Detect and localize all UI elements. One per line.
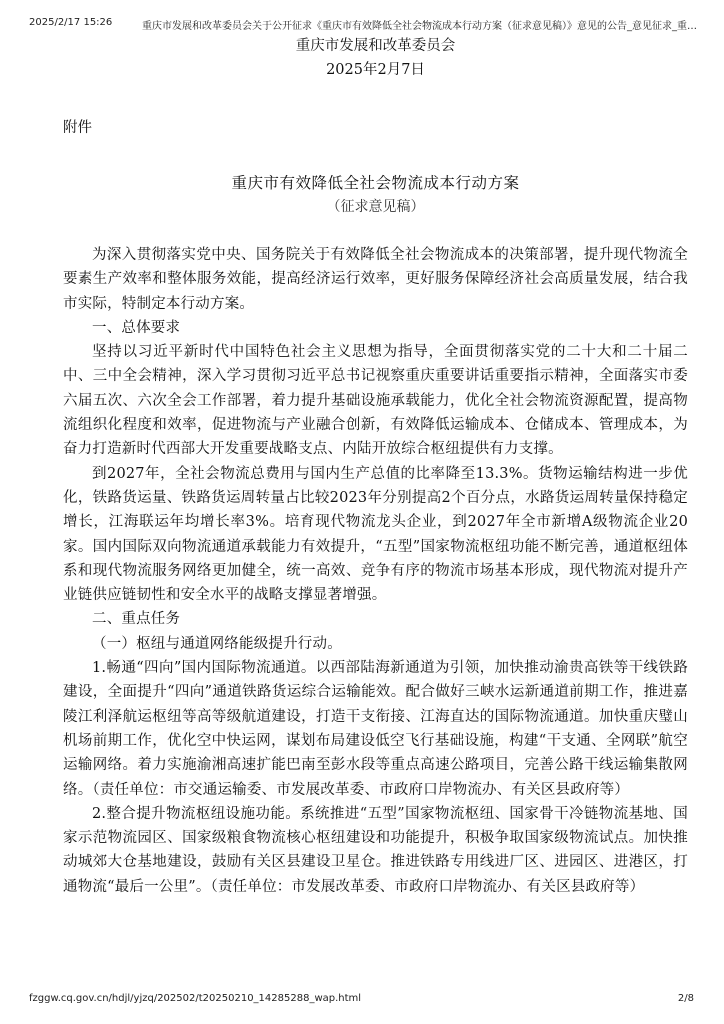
intro-paragraph: 为深入贯彻落实党中央、国务院关于有效降低全社会物流成本的决策部署，提升现代物流全要素生产效率和整体服务效能，提高经济运行效率，更好服务保障经济社会高质量发展，结合我市实际，特制定本行动方案。: [63, 247, 688, 312]
document-subtitle: （征求意见稿）: [326, 199, 425, 215]
print-timestamp: 2025/2/17 15:26: [29, 17, 113, 28]
section-heading: 二、重点任务: [92, 611, 181, 628]
subsection-heading: （一）枢纽与通道网络能级提升行动。: [92, 635, 342, 652]
print-page-title: 重庆市发展和改革委员会关于公开征求《重庆市有效降低全社会物流成本行动方案（征求意见稿）》意见的公告_意见征求_重…: [142, 21, 697, 32]
page-url: fzggw.cq.gov.cn/hdjl/yjzq/202502/t20250210_14285288_wap.html: [29, 993, 362, 1004]
document-content: [63, 34, 688, 899]
document-title: 重庆市有效降低全社会物流成本行动方案: [231, 174, 520, 192]
page-number: 2/8: [677, 993, 694, 1004]
print-header: [0, 0, 724, 30]
issuing-organization: 重庆市发展和改革委员会: [295, 38, 456, 54]
body-paragraph: 到2027年，全社会物流总费用与国内生产总值的比率降至13.3%。货物运输结构进一步优化，铁路货运量、铁路货运周转量占比较2023年分别提高2个百分点，水路货运周转量保持稳定增长，江海联运年均增长率3%。培育现代物流龙头企业，到2027年全市新增A级物流企业20家。国内国际双向物流通道承载能力有效提升，“五型”国家物流枢纽功能不断完善，通道枢纽体系和现代物流服务网络更加健全，统一高效、竞争有序的物流市场基本形成，现代物流对提升产业链供应链韧性和安全水平的战略支撑显著增强。: [63, 465, 688, 604]
issue-date: 2025年2月7日: [326, 62, 425, 78]
body-paragraph: 1.畅通“四向”国内国际物流通道。以西部陆海新通道为引领，加快推动渝贵高铁等干线铁路建设，全面提升“四向”通道铁路货运综合运输能效。配合做好三峡水运新通道前期工作，推进嘉陵江利泽航运枢纽等高等级航道建设，打造干支衔接、江海直达的国际物流通道。加快重庆璧山机场前期工作，优化空中快运网，谋划布局建设低空飞行基础设施，构建“干支通、全网联”航空运输网络。着力实施渝湘高速扩能巴南至彭水段等重点高速公路项目，完善公路干线运输集散网络。（责任单位：市交通运输委、市发展改革委、市政府口岸物流办、有关区县政府等）: [63, 660, 688, 798]
attachment-label: 附件: [63, 120, 92, 136]
body-paragraph: 坚持以习近平新时代中国特色社会主义思想为指导，全面贯彻落实党的二十大和二十届二中、三中全会精神，深入学习贯彻习近平总书记视察重庆重要讲话重要指示精神，全面落实市委六届五次、六次全会工作部署，着力提升基础设施承载能力，优化全社会物流资源配置，提高物流组织化程度和效率，促进物流与产业融合创新，有效降低运输成本、仓储成本、管理成本，为奋力打造新时代西部大开发重要战略支点、内陆开放综合枢纽提供有力支撑。: [63, 344, 688, 458]
print-footer: [0, 990, 724, 1020]
document-body: [63, 243, 688, 899]
body-paragraph: 2.整合提升物流枢纽设施功能。系统推进“五型”国家物流枢纽、国家骨干冷链物流基地、国家示范物流园区、国家级粮食物流核心枢纽建设和功能提升，积极争取国家级物流试点。加快推动城郊大仓基地建设，鼓励有关区县建设卫星仓。推进铁路专用线进厂区、进园区、进港区，打通物流“最后一公里”。（责任单位：市发展改革委、市政府口岸物流办、有关区县政府等）: [63, 805, 688, 895]
section-heading: 一、总体要求: [92, 319, 181, 336]
